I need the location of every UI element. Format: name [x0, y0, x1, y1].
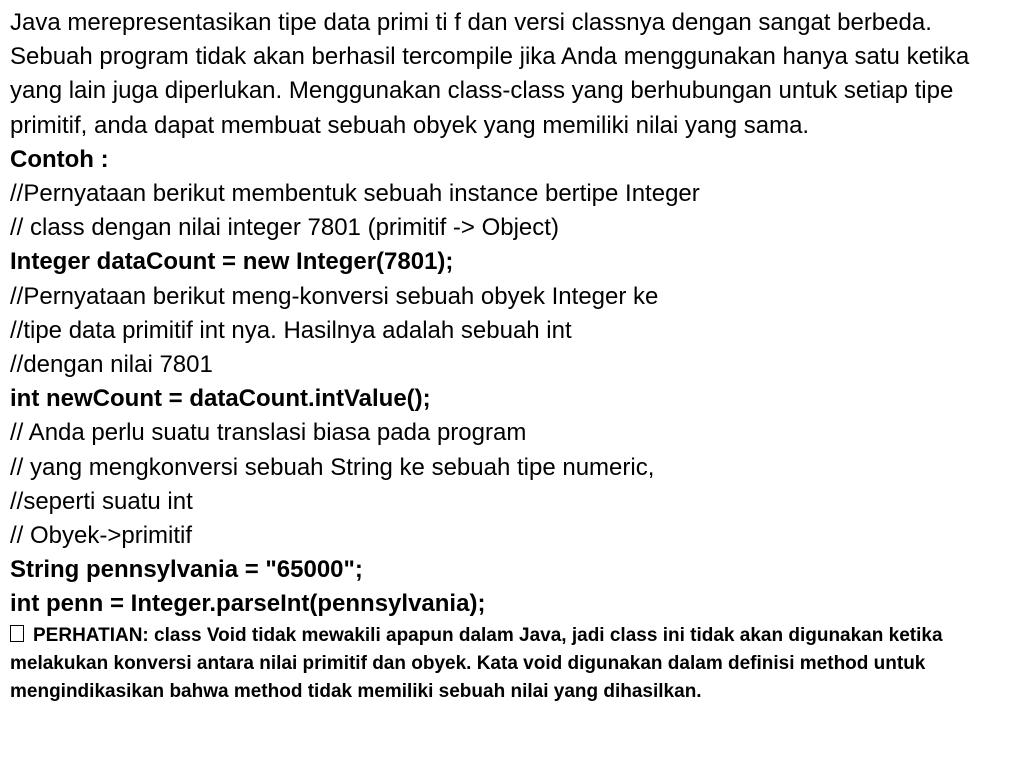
code-comment-line: //tipe data primitif int nya. Hasilnya adalah sebuah int: [10, 316, 572, 344]
code-comment-line: // class dengan nilai integer 7801 (primitif -> Object): [10, 214, 559, 242]
code-statement-line: int newCount = dataCount.intValue();: [10, 385, 431, 413]
code-comment-line: //Pernyataan berikut membentuk sebuah instance bertipe Integer: [10, 180, 700, 208]
code-comment-line: //Pernyataan berikut meng-konversi sebuah obyek Integer ke: [10, 282, 659, 310]
code-statement-line: int penn = Integer.parseInt(pennsylvania);: [10, 590, 486, 618]
code-comment-line: // Anda perlu suatu translasi biasa pada program: [10, 419, 527, 447]
code-comment-line: //dengan nilai 7801: [10, 351, 213, 379]
note-text: PERHATIAN: class Void tidak mewakili apapun dalam Java, jadi class ini tidak akan digunakan ketika melakukan konversi antara nilai primitif dan obyek. Kata void digunakan dalam definisi method untuk mengindikasikan bahwa method tidak memiliki sebuah nilai yang dihasilkan.: [10, 624, 943, 702]
code-comment-line: //seperti suatu int: [10, 487, 193, 515]
code-comment-line: // yang mengkonversi sebuah String ke sebuah tipe numeric,: [10, 453, 655, 481]
intro-paragraph: Java merepresentasikan tipe data primi ti f dan versi classnya dengan sangat berbeda. Sebuah program tidak akan berhasil tercompile jika Anda menggunakan hanya satu ketika yang lain juga diperlukan. Menggunakan class-class yang berhubungan untuk setiap tipe primitif, anda dapat membuat sebuah obyek yang memiliki nilai yang sama.: [10, 9, 970, 139]
missing-glyph-box-icon: [10, 625, 24, 642]
code-comment-line: // Obyek->primitif: [10, 522, 193, 550]
example-heading: Contoh :: [10, 145, 109, 173]
note-paragraph: [10, 622, 1010, 706]
code-statement-line: String pennsylvania = "65000";: [10, 556, 363, 584]
code-statement-line: Integer dataCount = new Integer(7801);: [10, 248, 454, 276]
